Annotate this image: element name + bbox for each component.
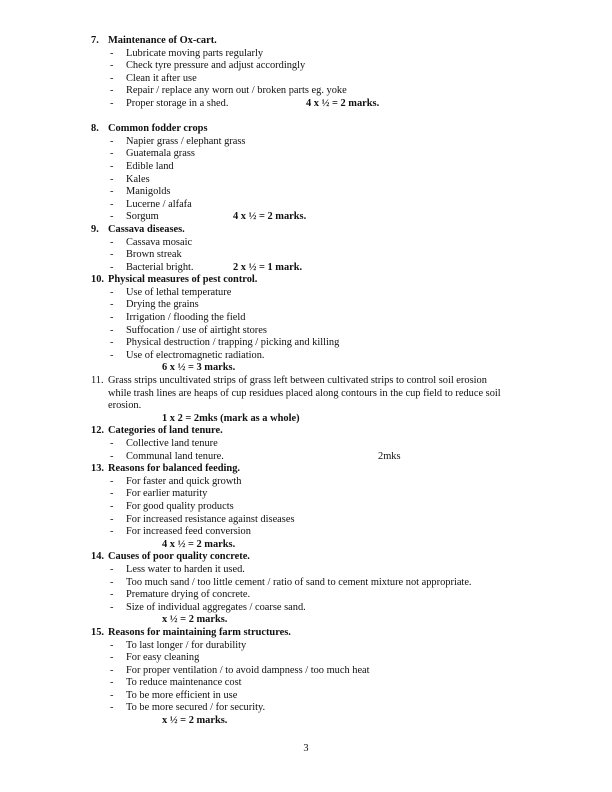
answer-item bbox=[0, 161, 612, 174]
bullet-dash: - bbox=[110, 211, 114, 223]
bullet-dash: - bbox=[110, 664, 114, 676]
bullet-dash: - bbox=[110, 488, 114, 500]
bullet-dash: - bbox=[110, 160, 114, 172]
answer-text: Guatemala grass bbox=[126, 148, 195, 160]
question-number: 8. bbox=[91, 123, 99, 135]
answer-item bbox=[0, 564, 612, 577]
answer-item bbox=[0, 325, 612, 338]
question-number: 13. bbox=[91, 463, 104, 475]
marks-allocation: 4 x ½ = 2 marks. bbox=[306, 97, 380, 109]
answer-item bbox=[0, 526, 612, 539]
answer-text: Collective land tenure bbox=[126, 438, 218, 449]
answer-item bbox=[0, 312, 612, 325]
answer-item bbox=[0, 174, 612, 187]
bullet-dash: - bbox=[110, 513, 114, 525]
answer-item bbox=[0, 438, 612, 451]
bullet-dash: - bbox=[110, 601, 114, 613]
answer-text: Size of individual aggregates / coarse sand. bbox=[126, 601, 306, 613]
answer-item bbox=[0, 73, 612, 86]
question-number: 14. bbox=[91, 551, 104, 563]
answer-text: For increased feed conversion bbox=[126, 526, 251, 538]
question-title: Maintenance of Ox-cart. bbox=[108, 35, 217, 46]
answer-text: For good quality products bbox=[126, 500, 234, 512]
marks-line bbox=[0, 413, 612, 426]
question-heading bbox=[0, 551, 612, 564]
answer-text: Brown streak bbox=[126, 249, 182, 261]
answer-item bbox=[0, 299, 612, 312]
question-title: Cassava diseases. bbox=[108, 223, 185, 235]
answer-item bbox=[0, 451, 612, 464]
answer-text: Too much sand / too little cement / ratio of sand to cement mixture not appropriate. bbox=[126, 576, 472, 588]
answer-item bbox=[0, 85, 612, 98]
paragraph-line bbox=[0, 388, 612, 401]
answer-text: Clean it after use bbox=[126, 72, 197, 84]
question-heading bbox=[0, 425, 612, 438]
answer-text: Bacterial bright. bbox=[126, 261, 194, 273]
answer-text: Kales bbox=[126, 173, 150, 185]
answer-item bbox=[0, 640, 612, 653]
answer-item bbox=[0, 287, 612, 300]
answer-item bbox=[0, 211, 612, 224]
answer-text: Drying the grains bbox=[126, 299, 199, 311]
question-title: Common fodder crops bbox=[108, 123, 208, 135]
question-number: 7. bbox=[91, 35, 99, 46]
paragraph-text: Grass strips uncultivated strips of grass left between cultivated strips to control soil erosion bbox=[108, 375, 487, 387]
answer-text: Less water to harden it used. bbox=[126, 563, 245, 575]
bullet-dash: - bbox=[110, 337, 114, 349]
answer-item bbox=[0, 577, 612, 590]
answer-text: Manigolds bbox=[126, 186, 171, 198]
answer-text: Irrigation / flooding the field bbox=[126, 312, 246, 324]
answer-text: Physical destruction / trapping / picking and killing bbox=[126, 337, 340, 349]
answer-item bbox=[0, 148, 612, 161]
bullet-dash: - bbox=[110, 702, 114, 714]
marks-line bbox=[0, 614, 612, 627]
answer-item bbox=[0, 136, 612, 149]
answer-text: To last longer / for durability bbox=[126, 639, 247, 651]
paragraph-text: erosion. bbox=[108, 400, 142, 412]
paragraph-line bbox=[0, 375, 612, 388]
question-heading bbox=[0, 123, 612, 136]
bullet-dash: - bbox=[110, 639, 114, 651]
marks-allocation: 2 x ½ = 1 mark. bbox=[233, 261, 303, 273]
answer-item bbox=[0, 488, 612, 501]
bullet-dash: - bbox=[110, 500, 114, 512]
question-title: Reasons for balanced feeding. bbox=[108, 463, 241, 475]
bullet-dash: - bbox=[110, 652, 114, 664]
answer-text: Cassava mosaic bbox=[126, 236, 193, 248]
bullet-dash: - bbox=[110, 198, 114, 210]
question-heading bbox=[0, 463, 612, 476]
answer-item bbox=[0, 690, 612, 703]
marking-scheme-document bbox=[0, 35, 612, 728]
bullet-dash: - bbox=[110, 324, 114, 336]
marks-line bbox=[0, 539, 612, 552]
bullet-dash: - bbox=[110, 286, 114, 298]
answer-text: Communal land tenure. bbox=[126, 450, 224, 462]
bullet-dash: - bbox=[110, 173, 114, 185]
question-title: Causes of poor quality concrete. bbox=[108, 551, 250, 563]
page-number: 3 bbox=[303, 743, 309, 754]
bullet-dash: - bbox=[110, 261, 114, 273]
answer-text: For increased resistance against diseases bbox=[126, 513, 295, 525]
bullet-dash: - bbox=[110, 72, 114, 84]
answer-text: Suffocation / use of airtight stores bbox=[126, 324, 267, 336]
answer-item bbox=[0, 602, 612, 615]
answer-text: For faster and quick growth bbox=[126, 475, 242, 487]
bullet-dash: - bbox=[110, 186, 114, 198]
bullet-dash: - bbox=[110, 475, 114, 487]
question-number: 10. bbox=[91, 274, 104, 286]
answer-item bbox=[0, 702, 612, 715]
marks-allocation: 4 x ½ = 2 marks. bbox=[162, 538, 236, 550]
answer-text: To be more secured / for security. bbox=[126, 702, 266, 714]
answer-item bbox=[0, 589, 612, 602]
answer-text: Sorgum bbox=[126, 211, 159, 223]
question-heading bbox=[0, 627, 612, 640]
answer-text: Lucerne / alfafa bbox=[126, 198, 192, 210]
bullet-dash: - bbox=[110, 526, 114, 538]
answer-item bbox=[0, 652, 612, 665]
answer-text: For proper ventilation / to avoid dampness / too much heat bbox=[126, 664, 370, 676]
answer-item bbox=[0, 501, 612, 514]
bullet-dash: - bbox=[110, 349, 114, 361]
bullet-dash: - bbox=[110, 312, 114, 324]
marks-allocation: 6 x ½ = 3 marks. bbox=[162, 362, 236, 374]
answer-item bbox=[0, 60, 612, 73]
answer-item bbox=[0, 665, 612, 678]
answer-text: For easy cleaning bbox=[126, 652, 200, 664]
question-number: 15. bbox=[91, 626, 104, 638]
marks-allocation: 2mks bbox=[378, 450, 401, 462]
paragraph-text: while trash lines are heaps of cup residues placed along contours in the cup field to reduce soil bbox=[108, 387, 501, 399]
question-heading bbox=[0, 274, 612, 287]
bullet-dash: - bbox=[110, 563, 114, 575]
answer-text: To reduce maintenance cost bbox=[126, 677, 242, 689]
question-number: 11. bbox=[91, 375, 104, 387]
answer-item bbox=[0, 186, 612, 199]
question-heading bbox=[0, 35, 612, 48]
bullet-dash: - bbox=[110, 589, 114, 601]
answer-text: For earlier maturity bbox=[126, 488, 208, 500]
bullet-dash: - bbox=[110, 299, 114, 311]
answer-text: Lubricate moving parts regularly bbox=[126, 47, 264, 59]
bullet-dash: - bbox=[110, 97, 114, 109]
bullet-dash: - bbox=[110, 60, 114, 72]
paragraph-line bbox=[0, 400, 612, 413]
marks-allocation: x ½ = 2 marks. bbox=[162, 715, 228, 727]
answer-item bbox=[0, 262, 612, 275]
bullet-dash: - bbox=[110, 249, 114, 261]
answer-item bbox=[0, 48, 612, 61]
question-heading bbox=[0, 224, 612, 237]
answer-text: Napier grass / elephant grass bbox=[126, 135, 246, 147]
question-number: 12. bbox=[91, 425, 104, 437]
bullet-dash: - bbox=[110, 236, 114, 248]
question-number: 9. bbox=[91, 223, 99, 235]
answer-item bbox=[0, 199, 612, 212]
answer-item bbox=[0, 337, 612, 350]
bullet-dash: - bbox=[110, 689, 114, 701]
question-title: Reasons for maintaining farm structures. bbox=[108, 626, 291, 638]
answer-text: Premature drying of concrete. bbox=[126, 589, 251, 601]
bullet-dash: - bbox=[110, 450, 114, 462]
answer-item bbox=[0, 677, 612, 690]
bullet-dash: - bbox=[110, 47, 114, 59]
answer-item bbox=[0, 249, 612, 262]
answer-text: Proper storage in a shed. bbox=[126, 97, 229, 109]
answer-item bbox=[0, 514, 612, 527]
bullet-dash: - bbox=[110, 135, 114, 147]
answer-text: Use of lethal temperature bbox=[126, 286, 232, 298]
bullet-dash: - bbox=[110, 576, 114, 588]
bullet-dash: - bbox=[110, 85, 114, 97]
marks-allocation: 4 x ½ = 2 marks. bbox=[233, 211, 307, 223]
marks-allocation: 1 x 2 = 2mks (mark as a whole) bbox=[162, 412, 300, 424]
answer-text: Edible land bbox=[126, 160, 174, 172]
marks-line bbox=[0, 362, 612, 375]
bullet-dash: - bbox=[110, 148, 114, 160]
answer-item bbox=[0, 476, 612, 489]
answer-text: Repair / replace any worn out / broken parts eg. yoke bbox=[126, 85, 347, 97]
answer-text: Check tyre pressure and adjust accordingly bbox=[126, 60, 306, 72]
answer-item bbox=[0, 350, 612, 363]
question-title: Categories of land tenure. bbox=[108, 425, 223, 437]
answer-text: Use of electromagnetic radiation. bbox=[126, 349, 265, 361]
blank-line bbox=[0, 111, 612, 124]
answer-item bbox=[0, 237, 612, 250]
marks-line bbox=[0, 715, 612, 728]
marks-allocation: x ½ = 2 marks. bbox=[162, 614, 228, 626]
bullet-dash: - bbox=[110, 677, 114, 689]
answer-text: To be more efficient in use bbox=[126, 689, 238, 701]
answer-item bbox=[0, 98, 612, 111]
bullet-dash: - bbox=[110, 438, 114, 449]
question-title: Physical measures of pest control. bbox=[108, 274, 258, 286]
